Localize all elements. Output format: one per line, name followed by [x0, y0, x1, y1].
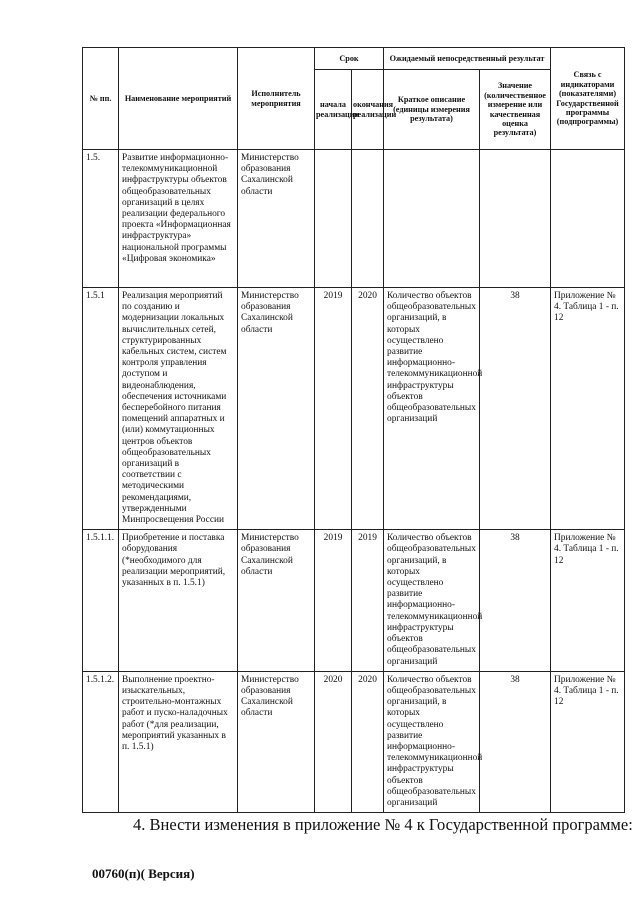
header-num: № пп.: [83, 48, 119, 150]
row-value: 38: [480, 530, 551, 671]
row-start: [315, 150, 352, 288]
row-name: Приобретение и поставка оборудования (*необходимого для реализации мероприятий, указанных в п. 1.5.1): [119, 530, 238, 671]
row-link: [551, 150, 625, 288]
header-short-desc: Краткое описание (единицы измерения результата): [384, 70, 480, 150]
row-num: 1.5.: [83, 150, 119, 288]
row-start: 2019: [315, 288, 352, 530]
document-footer: 00760(п)( Версия): [92, 866, 195, 881]
table-row: [83, 671, 625, 812]
row-end: 2019: [352, 530, 384, 671]
table-row: [83, 288, 625, 530]
row-executor: Министерство образования Сахалинской области: [238, 150, 315, 288]
row-desc: [384, 150, 480, 288]
row-end: 2020: [352, 288, 384, 530]
table-row: [83, 530, 625, 671]
row-value: 38: [480, 288, 551, 530]
row-executor: Министерство образования Сахалинской области: [238, 671, 315, 812]
row-num: 1.5.1: [83, 288, 119, 530]
row-end: 2020: [352, 671, 384, 812]
instruction-paragraph: 4. Внести изменения в приложение № 4 к Государственной программе:: [133, 815, 633, 834]
table-row: [83, 150, 625, 288]
row-value: [480, 150, 551, 288]
row-name: Реализация мероприятий по созданию и модернизации локальных вычислительных сетей, структурированных кабельных систем, систем контроля управления доступом и видеонаблюдения, обеспечения источниками бесперебойного питания помещений аппаратных и (или) коммутационных центров объектов общеобразовательных организаций в соответствии с методическими рекомендациями, утвержденными Минпросвещения России: [119, 288, 238, 530]
row-link: Приложение № 4. Таблица 1 - п. 12: [551, 530, 625, 671]
row-executor: Министерство образования Сахалинской области: [238, 530, 315, 671]
row-link: Приложение № 4. Таблица 1 - п. 12: [551, 671, 625, 812]
measures-table: [82, 47, 625, 813]
header-executor: Исполнитель мероприятия: [238, 48, 315, 150]
row-num: 1.5.1.2.: [83, 671, 119, 812]
header-expected: Ожидаемый непосредственный результат: [384, 48, 551, 70]
row-start: 2020: [315, 671, 352, 812]
row-start: 2019: [315, 530, 352, 671]
row-value: 38: [480, 671, 551, 812]
header-term-start: начала реализации: [315, 70, 352, 150]
row-desc: Количество объектов общеобразовательных организаций, в которых осуществлено развитие информационно-телекоммуникационной инфраструктуры объектов общеобразовательных организаций: [384, 288, 480, 530]
row-desc: Количество объектов общеобразовательных организаций, в которых осуществлено развитие информационно-телекоммуникационной инфраструктуры объектов общеобразовательных организаций: [384, 530, 480, 671]
row-num: 1.5.1.1.: [83, 530, 119, 671]
row-name: Развитие информационно-телекоммуникационной инфраструктуры объектов общеобразовательных организаций в целях реализации федерального проекта «Информационная инфраструктура» национальной программы «Цифровая экономика»: [119, 150, 238, 288]
row-desc: Количество объектов общеобразовательных организаций, в которых осуществлено развитие информационно-телекоммуникационной инфраструктуры объектов общеобразовательных организаций: [384, 671, 480, 812]
header-term: Срок: [315, 48, 384, 70]
header-link: Связь с индикаторами (показателями) Государственной программы (подпрограммы): [551, 48, 625, 150]
header-value: Значение (количественное измерение или качественная оценка результата): [480, 70, 551, 150]
header-term-end: окончания реализации: [352, 70, 384, 150]
row-end: [352, 150, 384, 288]
row-name: Выполнение проектно-изыскательных, строительно-монтажных работ и пуско-наладочных работ (*для реализации, мероприятий указанных в п. 1.5.1): [119, 671, 238, 812]
header-name: Наименование мероприятий: [119, 48, 238, 150]
row-executor: Министерство образования Сахалинской области: [238, 288, 315, 530]
row-link: Приложение № 4. Таблица 1 - п. 12: [551, 288, 625, 530]
